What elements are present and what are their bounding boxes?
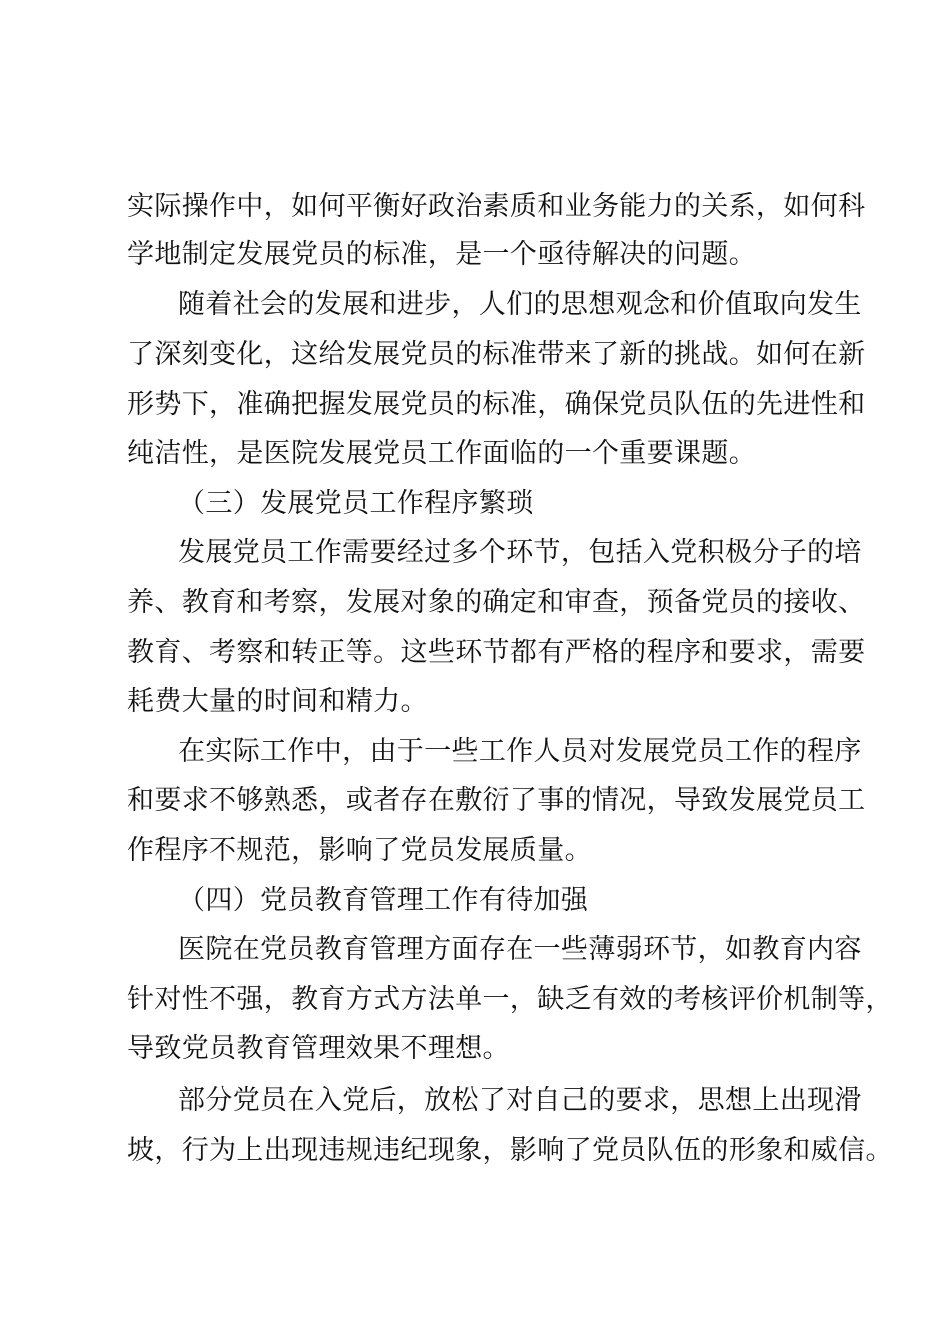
paragraph-line: 针对性不强，教育方式方法单一，缺乏有效的考核评价机制等， [127, 984, 893, 1015]
paragraph-line: 学地制定发展党员的标准，是一个亟待解决的问题。 [127, 239, 757, 270]
paragraph-line: 纯洁性，是医院发展党员工作面临的一个重要课题。 [127, 438, 757, 469]
paragraph-line: 作程序不规范，影响了党员发展质量。 [127, 835, 592, 866]
paragraph-line: 随着社会的发展和进步，人们的思想观念和价值取向发生 [178, 289, 862, 320]
paragraph-line: 养、教育和考察，发展对象的确定和审查，预备党员的接收、 [127, 587, 866, 618]
section-heading-4: （四）党员教育管理工作有待加强 [178, 885, 589, 916]
paragraph-line: 形势下，准确把握发展党员的标准，确保党员队伍的先进性和 [127, 389, 866, 420]
paragraph-line: 部分党员在入党后，放松了对自己的要求，思想上出现滑 [178, 1085, 862, 1116]
paragraph-line: 和要求不够熟悉，或者存在敷衍了事的情况，导致发展党员工 [127, 785, 866, 816]
paragraph-line: 医院在党员教育管理方面存在一些薄弱环节，如教育内容 [178, 934, 862, 965]
paragraph-line: 耗费大量的时间和精力。 [127, 686, 428, 717]
paragraph-line: 坡，行为上出现违规违纪现象，影响了党员队伍的形象和威信。 [127, 1135, 893, 1166]
paragraph-line: 在实际工作中，由于一些工作人员对发展党员工作的程序 [178, 736, 862, 767]
paragraph-line: 实际操作中，如何平衡好政治素质和业务能力的关系，如何科 [127, 191, 866, 222]
paragraph-line: 了深刻变化，这给发展党员的标准带来了新的挑战。如何在新 [127, 339, 866, 370]
paragraph-line: 导致党员教育管理效果不理想。 [127, 1033, 510, 1064]
paragraph-line: 发展党员工作需要经过多个环节，包括入党积极分子的培 [178, 537, 862, 568]
section-heading-3: （三）发展党员工作程序繁琐 [178, 488, 534, 519]
paragraph-line: 教育、考察和转正等。这些环节都有严格的程序和要求，需要 [127, 637, 866, 668]
